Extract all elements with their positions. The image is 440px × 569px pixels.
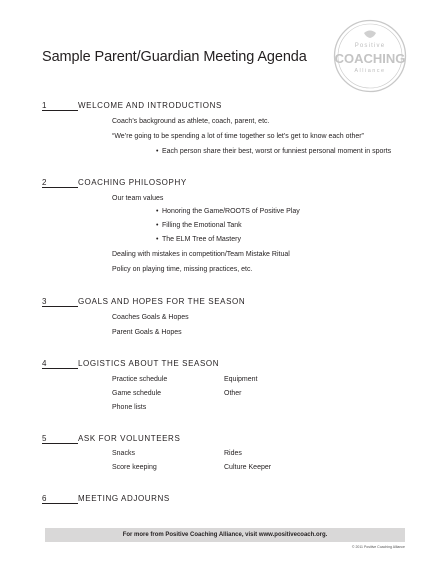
positive-coaching-alliance-logo bbox=[333, 19, 407, 93]
agenda-line: Culture Keeper bbox=[224, 464, 272, 471]
bullet-item: • Honoring the Game/ROOTS of Positive Play bbox=[156, 208, 300, 215]
section-title: WELCOME AND INTRODUCTIONS bbox=[78, 101, 222, 110]
section-rule bbox=[42, 306, 78, 307]
section-rule bbox=[42, 187, 78, 188]
agenda-line: Policy on playing time, missing practices, etc. bbox=[112, 266, 253, 273]
section-number: 4 bbox=[42, 359, 47, 368]
section-number: 5 bbox=[42, 434, 47, 443]
page-title: Sample Parent/Guardian Meeting Agenda bbox=[42, 49, 307, 65]
bullet-item: • Filling the Emotional Tank bbox=[156, 222, 242, 229]
copyright-text: © 2011 Positive Coaching Alliance bbox=[351, 545, 405, 549]
agenda-line: “We’re going to be spending a lot of time together so let’s get to know each other” bbox=[112, 133, 364, 140]
section-number: 1 bbox=[42, 101, 47, 110]
agenda-line: Score keeping bbox=[112, 464, 157, 471]
agenda-line: Snacks bbox=[112, 450, 135, 457]
section-rule bbox=[42, 368, 78, 369]
agenda-line: Dealing with mistakes in competition/Team Mistake Ritual bbox=[112, 251, 290, 258]
footer-banner: For more from Positive Coaching Alliance, visit www.positivecoach.org. bbox=[45, 528, 405, 542]
agenda-line: Parent Goals & Hopes bbox=[112, 329, 182, 336]
section-number: 2 bbox=[42, 178, 47, 187]
agenda-line: Game schedule bbox=[112, 390, 162, 397]
section-rule bbox=[42, 443, 78, 444]
agenda-line: Rides bbox=[224, 450, 242, 457]
svg-text:Positive: Positive bbox=[354, 43, 386, 49]
section-title: MEETING ADJOURNS bbox=[78, 494, 170, 503]
section-title: GOALS AND HOPES FOR THE SEASON bbox=[78, 297, 246, 306]
agenda-line: Other bbox=[224, 390, 242, 397]
section-number: 6 bbox=[42, 494, 47, 503]
bullet-item: • The ELM Tree of Mastery bbox=[156, 236, 241, 243]
section-rule bbox=[42, 110, 78, 111]
agenda-line: Coach’s background as athlete, coach, parent, etc. bbox=[112, 118, 270, 125]
section-rule bbox=[42, 503, 78, 504]
agenda-line: Practice schedule bbox=[112, 376, 168, 383]
section-title: COACHING PHILOSOPHY bbox=[78, 178, 187, 187]
agenda-line: Phone lists bbox=[112, 404, 147, 411]
svg-text:COACHING: COACHING bbox=[334, 51, 406, 66]
section-title: LOGISTICS ABOUT THE SEASON bbox=[78, 359, 220, 368]
agenda-line: Our team values bbox=[112, 195, 164, 202]
section-title: ASK FOR VOLUNTEERS bbox=[78, 434, 181, 443]
agenda-line: Coaches Goals & Hopes bbox=[112, 314, 189, 321]
svg-text:Alliance: Alliance bbox=[354, 68, 386, 74]
section-number: 3 bbox=[42, 297, 47, 306]
bullet-item: • Each person share their best, worst or funniest personal moment in sports bbox=[156, 148, 392, 155]
agenda-line: Equipment bbox=[224, 376, 258, 383]
